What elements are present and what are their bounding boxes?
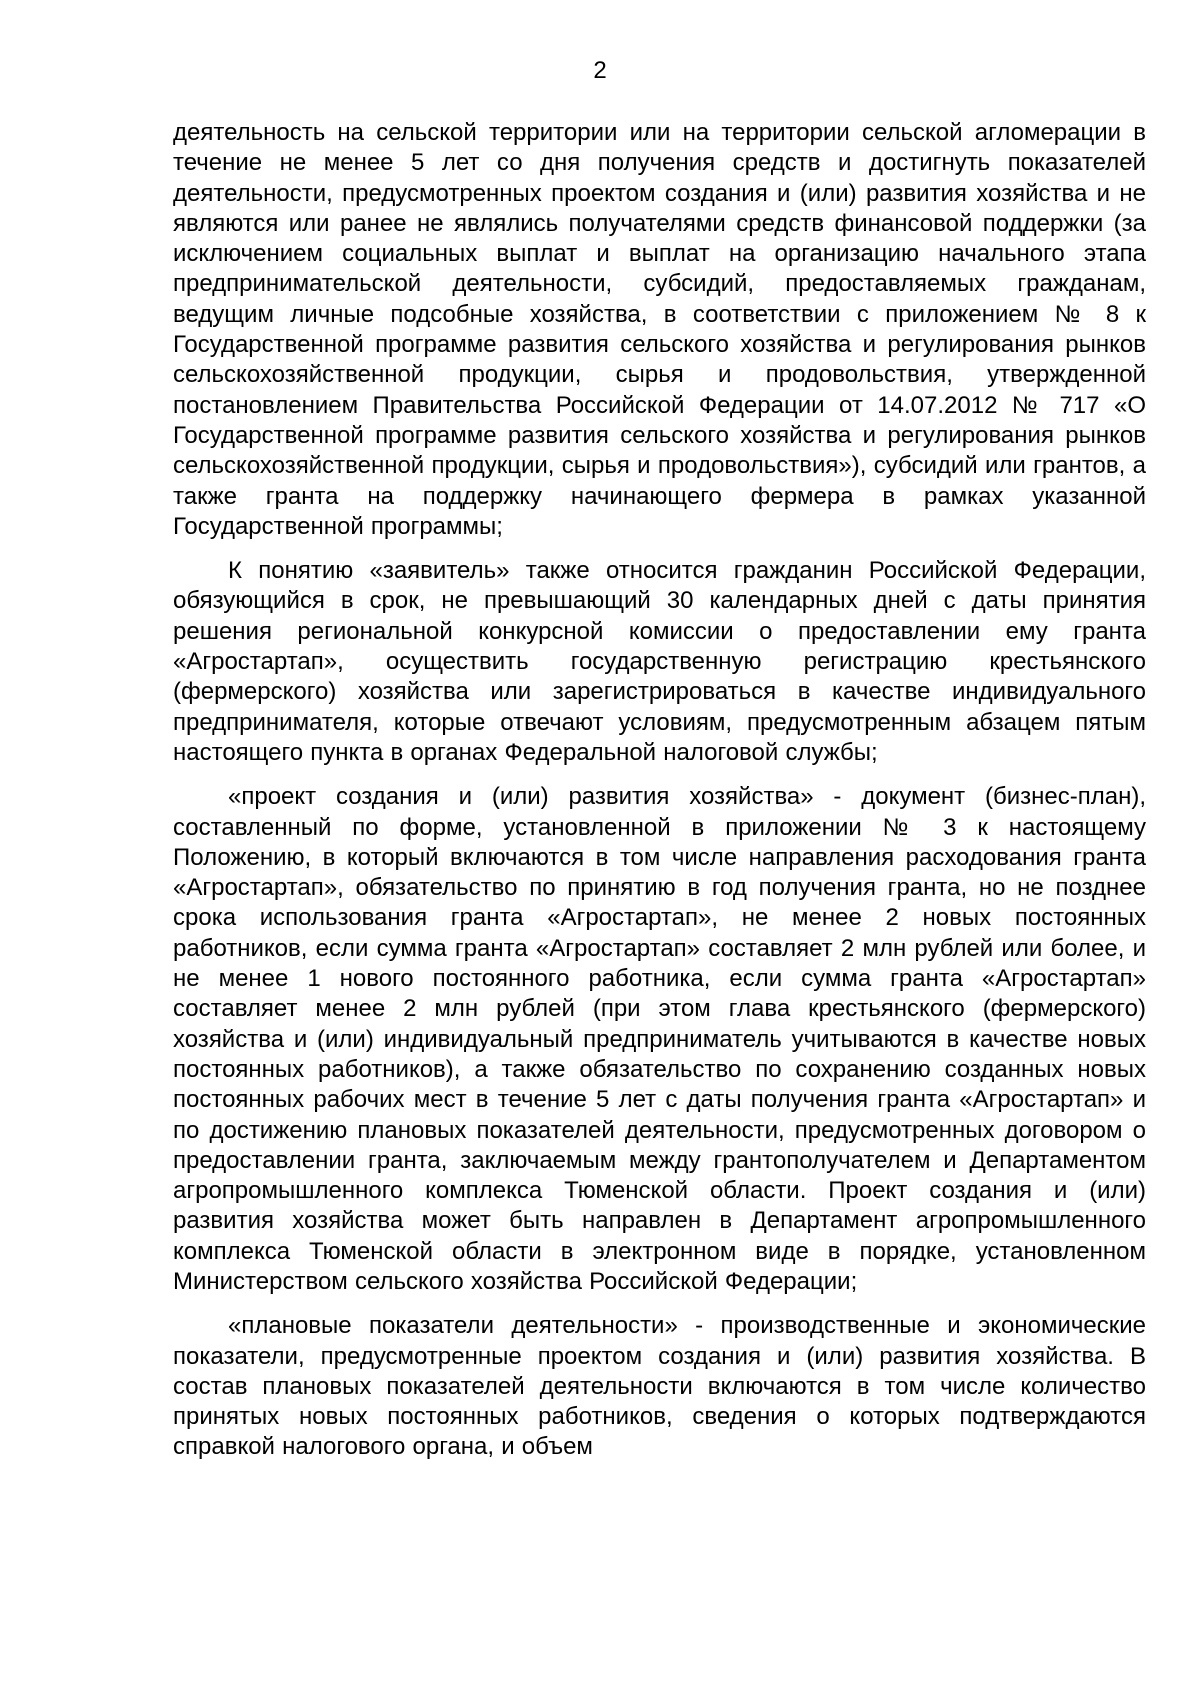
- paragraph-continuation: деятельность на сельской территории или на территории сельской агломерации в течение не менее 5 лет со дня получения средств и достигнуть показателей деятельности, предусмотренных проектом создания и (или) развития хозяйства и не являются или ранее не являлись получателями средств финансовой поддержки (за исключением социальных выплат и выплат на организацию начального этапа предпринимательской деятельности, субсидий, предоставляемых гражданам, ведущим личные подсобные хозяйства, в соответствии с приложением № 8 к Государственной программе развития сельского хозяйства и регулирования рынков сельскохозяйственной продукции, сырья и продовольствия, утвержденной постановлением Правительства Российской Федерации от 14.07.2012 № 717 «О Государственной программе развития сельского хозяйства и регулирования рынков сельскохозяйственной продукции, сырья и продовольствия»), субсидий или грантов, а также гранта на поддержку начинающего фермера в рамках указанной Государственной программы;: [173, 119, 1146, 540]
- paragraph-planned-indicators: «плановые показатели деятельности» - производственные и экономические показатели, предусмотренные проектом создания и (или) развития хозяйства. В состав плановых показателей деятельности включаются в том числе количество принятых новых постоянных работников, сведения о которых подтверждаются справкой налогового органа, и объем: [173, 1312, 1146, 1461]
- paragraph-project-definition: «проект создания и (или) развития хозяйства» - документ (бизнес-план), составленный по форме, установленной в приложении № 3 к настоящему Положению, в который включаются в том числе направления расходования гранта «Агростартап», обязательство по принятию в год получения гранта, но не позднее срока использования гранта «Агростартап», не менее 2 новых постоянных работников, если сумма гранта «Агростартап» составляет 2 млн рублей или более, и не менее 1 нового постоянного работника, если сумма гранта «Агростартап» составляет менее 2 млн рублей (при этом глава крестьянского (фермерского) хозяйства и (или) индивидуальный предприниматель учитываются в качестве новых постоянных работников), а также обязательство по сохранению созданных новых постоянных рабочих мест в течение 5 лет с даты получения гранта «Агростартап» и по достижению плановых показателей деятельности, предусмотренных договором о предоставлении гранта, заключаемым между грантополучателем и Департаментом агропромышленного комплекса Тюменской области. Проект создания и (или) развития хозяйства может быть направлен в Департамент агропромышленного комплекса Тюменской области в электронном виде в порядке, установленном Министерством сельского хозяйства Российской Федерации;: [173, 783, 1146, 1295]
- page-number: 2: [593, 57, 607, 84]
- paragraph-applicant-definition: К понятию «заявитель» также относится гражданин Российской Федерации, обязующийся в срок, не превышающий 30 календарных дней с даты принятия решения региональной конкурсной комиссии о предоставлении ему гранта «Агростартап», осуществить государственную регистрацию крестьянского (фермерского) хозяйства или зарегистрироваться в качестве индивидуального предпринимателя, которые отвечают условиям, предусмотренным абзацем пятым настоящего пункта в органах Федеральной налоговой службы;: [173, 557, 1146, 766]
- document-body: [173, 118, 1146, 1477]
